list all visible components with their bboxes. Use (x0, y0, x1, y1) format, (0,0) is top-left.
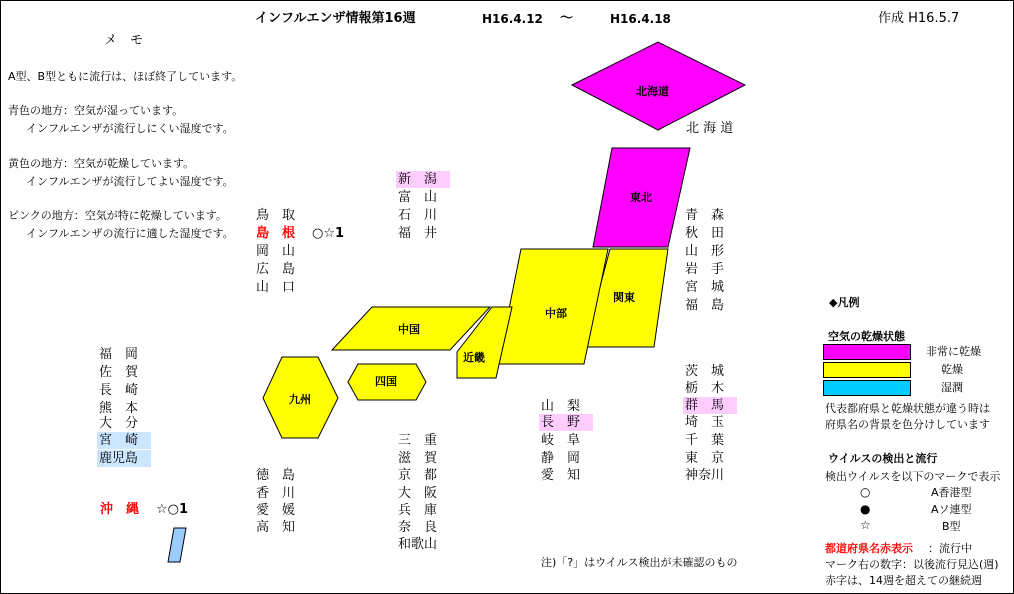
legend-humid: 湿潤 (941, 381, 963, 394)
pref-shiga[interactable]: 滋 賀 (398, 451, 438, 466)
legend-mark-a-soviet: Aソ連型 (931, 503, 972, 516)
virus-note: 注)「?」はウイルス検出が未確認のもの (541, 556, 738, 569)
pref-yamanashi[interactable]: 山 梨 (541, 399, 581, 414)
legend-number-note: マーク右の数字：以後流行見込(週) (825, 558, 999, 571)
legend-mark-b: B型 (942, 520, 961, 533)
pref-ishikawa[interactable]: 石 川 (398, 208, 438, 223)
pref-miyazaki[interactable]: 宮 崎 (99, 432, 138, 449)
memo-pink-1: ピンクの地方：空気が特に乾燥しています。 (8, 209, 227, 222)
pref-miyagi[interactable]: 宮 城 (685, 280, 725, 295)
pref-tochigi[interactable]: 栃 木 (685, 381, 725, 396)
region-label-kanto: 関東 (613, 291, 635, 304)
pref-oita[interactable]: 大 分 (99, 416, 139, 431)
pref-shimane[interactable]: 島 根 (256, 226, 296, 241)
pref-niigata[interactable]: 新 潟 (398, 171, 437, 188)
pref-toyama[interactable]: 富 山 (398, 190, 438, 205)
legend-swatch-dry (823, 362, 911, 378)
pref-kagoshima[interactable]: 鹿児島 (99, 450, 138, 467)
legend-red-note: 赤字は、14週を超えての継続週 (825, 574, 982, 587)
caption-hokkaido: 北 海 道 (686, 121, 734, 136)
memo-blue-1: 青色の地方：空気が湿っています。 (8, 104, 184, 117)
memo-line1: A型、B型ともに流行は、ほぼ終了しています。 (8, 70, 243, 83)
legend-swatch-very-dry (823, 344, 911, 360)
pref-nagasaki[interactable]: 長 崎 (99, 383, 139, 398)
pref-kagawa[interactable]: 香 川 (256, 486, 296, 501)
pref-ehime[interactable]: 愛 媛 (256, 503, 296, 518)
pref-gifu[interactable]: 岐 阜 (541, 433, 581, 448)
pref-chiba[interactable]: 千 葉 (685, 433, 725, 448)
memo-blue-2: インフルエンザが流行しにくい湿度です。 (26, 122, 234, 135)
pref-okinawa[interactable]: 沖 縄 (100, 502, 140, 517)
pref-okayama[interactable]: 岡 山 (256, 244, 296, 259)
mark-b-icon: ☆ (860, 518, 871, 532)
legend-dry: 乾燥 (941, 363, 963, 376)
legend-red-name-desc: ：流行中 (928, 542, 972, 555)
pref-kanagawa[interactable]: 神奈川 (685, 468, 725, 483)
legend-very-dry: 非常に乾燥 (926, 345, 981, 358)
legend-humidity-note-2: 府県名の背景を色分けしています (825, 418, 990, 431)
pref-osaka[interactable]: 大 阪 (398, 486, 438, 501)
pref-fukushima[interactable]: 福 島 (685, 298, 725, 313)
pref-ibaraki[interactable]: 茨 城 (685, 364, 725, 379)
date-from: H16.4.12 (482, 12, 543, 26)
pref-nara[interactable]: 奈 良 (398, 520, 438, 535)
legend-virus-title: ウイルスの検出と流行 (828, 452, 938, 465)
pref-gunma[interactable]: 群 馬 (685, 397, 724, 414)
pref-aichi[interactable]: 愛 知 (541, 468, 581, 483)
pref-hyogo[interactable]: 兵 庫 (398, 503, 438, 518)
pref-shizuoka[interactable]: 静 岡 (541, 451, 581, 466)
pref-saitama[interactable]: 埼 玉 (685, 415, 725, 430)
pref-saga[interactable]: 佐 賀 (99, 365, 139, 380)
date-to: H16.4.18 (610, 12, 671, 26)
legend-humidity-title: 空気の乾燥状態 (828, 330, 905, 343)
legend-mark-a-hk: A香港型 (931, 486, 972, 499)
region-label-kinki: 近畿 (463, 351, 485, 364)
pref-tokyo[interactable]: 東 京 (685, 451, 725, 466)
pref-wakayama[interactable]: 和歌山 (398, 537, 438, 552)
region-label-chugoku: 中国 (398, 323, 420, 336)
shimane-virus-mark: ○☆1 (312, 226, 345, 241)
pref-kyoto[interactable]: 京 都 (398, 468, 438, 483)
pref-tokushima[interactable]: 徳 島 (256, 468, 296, 483)
created-date: 作成 H16.5.7 (878, 11, 960, 26)
pref-hiroshima[interactable]: 広 島 (256, 262, 296, 277)
legend-virus-note: 検出ウイルスを以下のマークで表示 (825, 470, 1001, 483)
pref-yamagata[interactable]: 山 形 (685, 244, 725, 259)
pref-fukui[interactable]: 福 井 (398, 226, 438, 241)
memo-yellow-1: 黄色の地方：空気が乾燥しています。 (8, 157, 195, 170)
mark-a-soviet-icon: ● (860, 502, 871, 516)
pref-iwate[interactable]: 岩 手 (685, 262, 725, 277)
region-label-chubu: 中部 (545, 307, 567, 320)
region-label-tohoku: 東北 (630, 191, 652, 204)
region-label-shikoku: 四国 (375, 375, 397, 388)
date-separator: ～ (560, 11, 574, 26)
pref-tottori[interactable]: 鳥 取 (256, 208, 296, 223)
region-label-hokkaido: 北海道 (636, 85, 669, 98)
pref-akita[interactable]: 秋 田 (685, 226, 725, 241)
memo-pink-2: インフルエンザの流行に適した湿度です。 (26, 227, 234, 240)
okinawa-shape[interactable] (168, 528, 186, 562)
pref-mie[interactable]: 三 重 (398, 433, 438, 448)
legend-humidity-note-1: 代表都府県と乾燥状態が違う時は (825, 402, 990, 415)
pref-fukuoka[interactable]: 福 岡 (99, 347, 139, 362)
legend-title: ◆凡例 (829, 296, 860, 309)
memo-yellow-2: インフルエンザが流行してよい湿度です。 (26, 175, 234, 188)
okinawa-virus-mark: ☆○1 (156, 502, 189, 517)
pref-kumamoto[interactable]: 熊 本 (99, 401, 139, 416)
region-label-kyushu: 九州 (289, 393, 311, 406)
page-title: インフルエンザ情報第16週 (255, 11, 416, 26)
pref-yamaguchi[interactable]: 山 口 (256, 280, 296, 295)
legend-swatch-humid (823, 380, 911, 396)
pref-nagano[interactable]: 長 野 (541, 414, 580, 431)
mark-a-hk-icon: ○ (860, 485, 871, 499)
legend-red-name-label: 都道府県名赤表示 (825, 542, 913, 555)
pref-aomori[interactable]: 青 森 (685, 208, 725, 223)
memo-heading: メ モ (104, 33, 144, 48)
pref-kochi[interactable]: 高 知 (256, 520, 296, 535)
